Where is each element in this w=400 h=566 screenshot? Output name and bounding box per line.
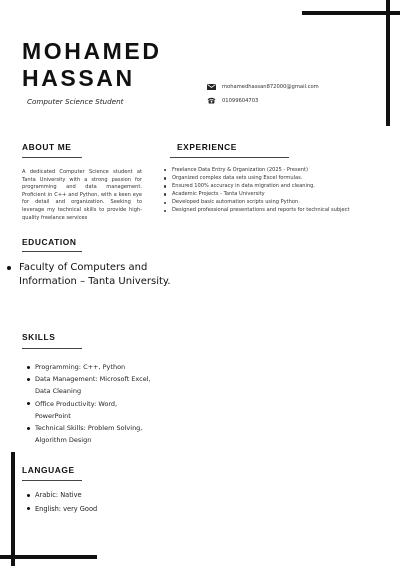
education-divider: [22, 251, 82, 252]
list-item: Office Productivity: Word, PowerPoint: [26, 398, 151, 422]
list-item: Organized complex data sets using Excel formulas.: [163, 174, 349, 182]
list-item: Academic Projects - Tanta University: [163, 190, 349, 198]
phone-icon: [207, 97, 216, 104]
experience-divider: [170, 157, 289, 158]
phone-row: [207, 97, 258, 104]
skills-heading: SKILLS: [22, 332, 56, 342]
job-title: Computer Science Student: [27, 97, 124, 106]
phone-text[interactable]: 01099604703: [222, 97, 259, 104]
skills-list: [26, 361, 151, 446]
list-item: Designed professional presentations and reports for technical subject: [163, 206, 349, 214]
skills-divider: [22, 348, 82, 349]
list-item: Freelance Data Entry & Organization (2025 - Present): [163, 166, 349, 174]
top-right-bar-vertical: [386, 0, 390, 126]
list-item: Data Management: Microsoft Excel, Data Cleaning: [26, 373, 151, 397]
email-text[interactable]: mohamedhassan872000@gmail.com: [222, 84, 319, 90]
experience-list: [163, 166, 349, 215]
list-item: Faculty of Computers and Information – Tanta University.: [6, 261, 206, 288]
education-heading: EDUCATION: [22, 237, 77, 247]
experience-heading: EXPERIENCE: [177, 142, 237, 152]
list-item: English: very Good: [26, 503, 97, 517]
first-name: MOHAMED: [22, 38, 162, 64]
education-list: [6, 261, 206, 288]
email-row: [207, 84, 319, 90]
language-divider: [22, 480, 82, 481]
last-name: HASSAN: [22, 65, 135, 91]
list-item: Ensured 100% accuracy in data migration and cleaning.: [163, 182, 349, 190]
list-item: Programming: C++, Python: [26, 361, 151, 373]
about-text: A dedicated Computer Science student at Tanta University with a strong passion for programming and data management. Proficient in C++ and Python, with a keen eye for detail and organization. Seeking to leverage my technical skills to provide high-quality freelance services: [22, 169, 142, 221]
language-heading: LANGUAGE: [22, 465, 75, 475]
list-item: Arabic: Native: [26, 489, 97, 503]
bottom-left-bar-vertical: [11, 452, 15, 566]
about-divider: [22, 157, 82, 158]
list-item: Developed basic automation scripts using Python.: [163, 198, 349, 206]
bottom-left-bar-horizontal: [0, 555, 97, 559]
list-item: Technical Skills: Problem Solving, Algorithm Design: [26, 422, 151, 446]
about-heading: ABOUT ME: [22, 142, 72, 152]
language-list: [26, 489, 97, 516]
name-heading: [22, 38, 162, 92]
envelope-icon: [207, 84, 216, 90]
